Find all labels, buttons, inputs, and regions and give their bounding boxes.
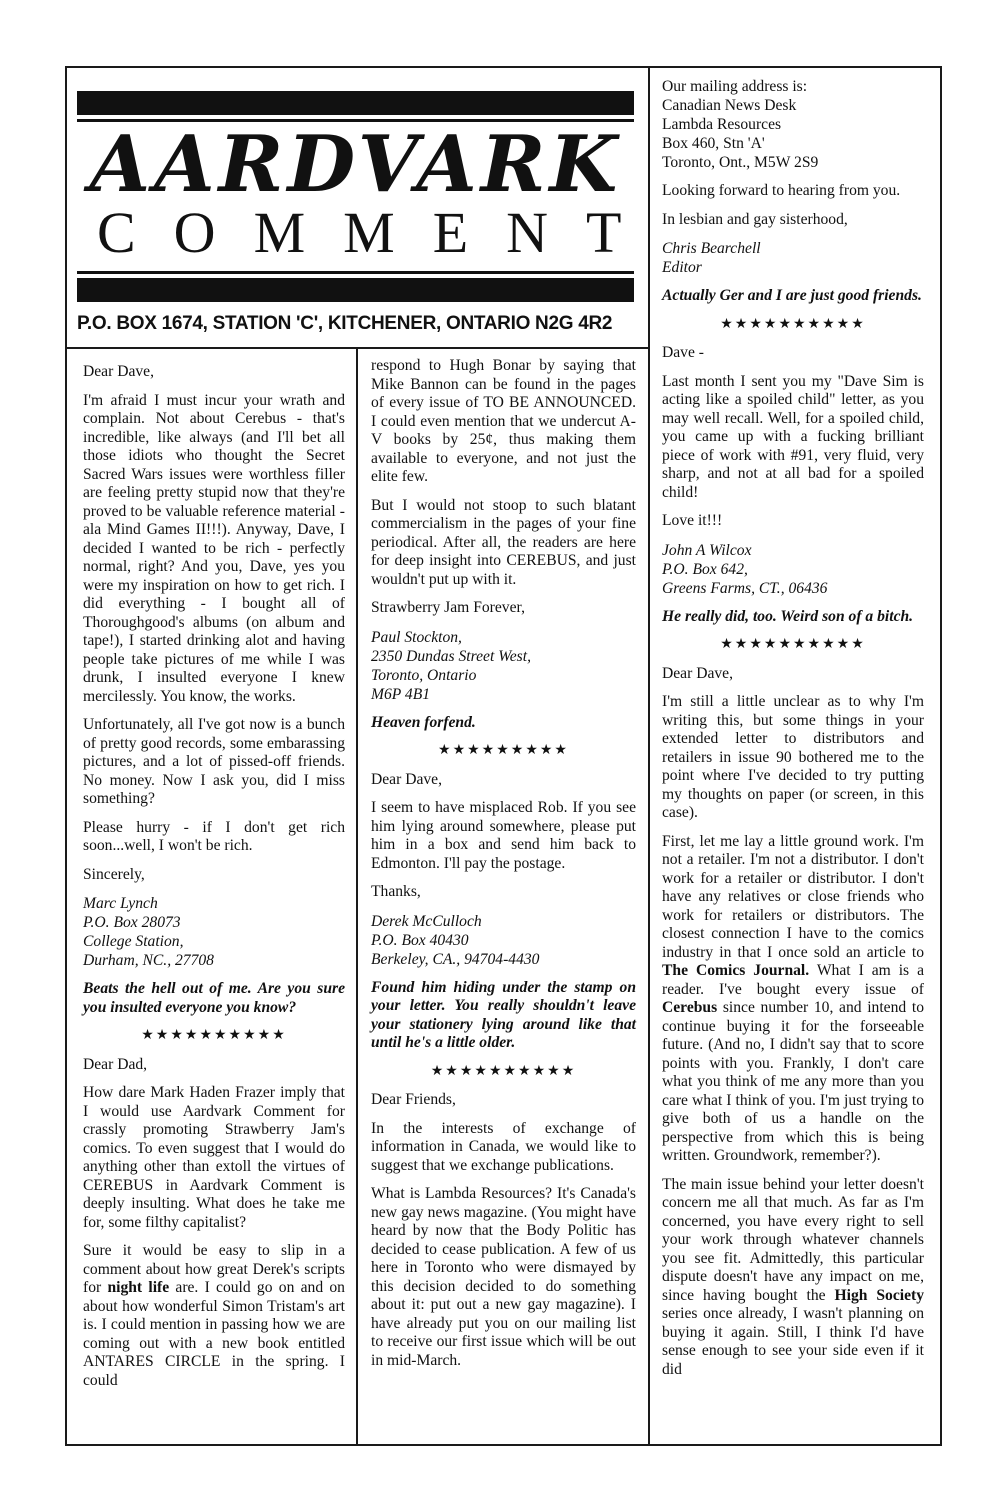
- mailing-address-line: Our mailing address is:: [662, 78, 808, 95]
- column-left: [83, 363, 345, 1400]
- letter-paragraph: Love it!!!: [662, 512, 723, 529]
- signature-name: Paul Stockton,: [371, 628, 462, 646]
- signature-address-line: 2350 Dundas Street West,: [371, 647, 531, 665]
- masthead-bottom-rule: [77, 271, 634, 274]
- letter-paragraph: Last month I sent you my "Dave Sim is acting like a spoiled child" letter, as you may well recall. Well, for a spoiled child, you came up with a fucking brilliant piece of work with #91, very fluid, very sharp, and not at all bad for a spoiled child!: [662, 372, 924, 501]
- signature-address-line: Greens Farms, CT., 06436: [662, 579, 828, 597]
- star-separator: ★★★★★★★★★★: [720, 637, 866, 652]
- letter-closing: Sincerely,: [83, 865, 145, 883]
- editor-reply: Found him hiding under the stamp on your letter. You really shouldn't leave your stationery lying around like that until he's a little older.: [371, 978, 636, 1051]
- signature-address-line: P.O. Box 28073: [83, 914, 181, 931]
- column-middle: [371, 357, 636, 1380]
- masthead-address: P.O. BOX 1674, STATION 'C', KITCHENER, ONTARIO N2G 4R2: [77, 313, 613, 334]
- letter-paragraph: respond to Hugh Bonar by saying that Mike Bannon can be found in the pages of every issue of TO BE ANNOUNCED. I could even mention that we undercut A-V books by 25¢, thus making them available to everyone, and not just the elite few.: [371, 357, 636, 485]
- editor-reply: Heaven forfend.: [371, 713, 476, 731]
- star-separator: ★★★★★★★★★: [438, 743, 569, 758]
- star-separator: ★★★★★★★★★★: [720, 316, 866, 332]
- letter-paragraph: In the interests of exchange of information in Canada, we would like to suggest that we exchange publications.: [371, 1119, 636, 1174]
- mailing-address-line: Canadian News Desk: [662, 97, 797, 114]
- bold-title: Cerebus: [662, 999, 718, 1016]
- masthead-bottom-bar: [77, 278, 634, 302]
- signature-title: Editor: [662, 259, 702, 276]
- editor-reply: Beats the hell out of me. Are you sure you insulted everyone you know?: [83, 980, 345, 1016]
- letter-paragraph: I'm afraid I must incur your wrath and complain. Not about Cerebus - that's incredible, like always (and I'll bet all those idiots who thought the Secret Sacred Wars issues were worthless filler are feeling pretty stupid now that they're proved to be valuable reference material - ala Mind Games II!!!). Anyway, Dave, I decided I wanted to be rich - perfectly normal, right? And you, Dave, yes you were my inspiration on how to get rich. I did everything - I bought all of Thoroughgood's albums (on album and tape!), I started drinking alot and having people take pictures of me while I was drunk, I insulted everyone I knew mercilessly. You know, the works.: [83, 391, 345, 705]
- signature-name: Chris Bearchell: [662, 240, 761, 257]
- letter-paragraph: [662, 1176, 924, 1380]
- text-run: since number 10, and intend to continue buying it for the forseeable future. (And no, I didn't say that to score points with you. Frankly, I don't care what you think of me any more than you care what I think of you. I'm just trying to give both of us a handle on the perspective from which this is being written. Groundwork, remember?).: [662, 999, 924, 1164]
- letter-closing: Thanks,: [371, 883, 421, 900]
- signature-address-line: P.O. Box 40430: [371, 931, 469, 949]
- letter-salutation: Dave -: [662, 344, 704, 361]
- signature-address-line: Berkeley, CA., 94704-4430: [371, 950, 540, 968]
- letter-paragraph: Unfortunately, all I've got now is a bunch of pretty good records, some embarassing pictures, and a lot of pissed-off friends. No money. Now I ask you, did I miss something?: [83, 716, 345, 807]
- signature-address-line: Durham, NC., 27708: [83, 952, 214, 969]
- text-run: Sure it would be easy to slip in a comment about how great Derek's scripts for: [83, 1242, 345, 1296]
- bold-title: night life: [107, 1279, 170, 1296]
- text-run: The main issue behind your letter doesn't concern me all that much. As far as I'm concerned, you have every right to sell your work through whatever channels you see fit. Admittedly, this particular dispute doesn't have any impact on me, since having bought the: [662, 1175, 924, 1304]
- signature-name: John A Wilcox: [662, 541, 752, 559]
- mailing-address: [662, 77, 924, 172]
- masthead-divider: [65, 347, 650, 349]
- letter-signature: [662, 239, 924, 277]
- text-run: What I am is a reader. I've bought every issue of: [662, 962, 924, 998]
- letter-salutation: Dear Dad,: [83, 1055, 148, 1073]
- letter-paragraph: Please hurry - if I don't get rich soon...well, I won't be rich.: [83, 818, 345, 854]
- signature-address-line: Toronto, Ontario: [371, 666, 477, 684]
- letter-paragraph: What is Lambda Resources? It's Canada's new gay news magazine. (You might have heard by now that the Body Politic has decided to cease publication. A few of us here in Toronto who were dismayed by this decision decided to do something about it: put out a new gay magazine). I have already put you on our mailing list to receive our first issue which will be out in mid-March.: [371, 1185, 636, 1369]
- text-run: are. I could go on and on about how wonderful Simon Tristam's art is. I could mention in passing how we are coming out with a new book entitled ANTARES CIRCLE in the spring. I could: [83, 1279, 345, 1389]
- letter-paragraph: [662, 833, 924, 1166]
- letter-salutation: Dear Dave,: [83, 363, 154, 380]
- letter-salutation: Dear Dave,: [662, 664, 733, 682]
- bold-title: The Comics Journal.: [662, 962, 810, 979]
- letter-signature: [662, 541, 924, 598]
- masthead-title: AARDVARK: [89, 119, 622, 210]
- text-run: First, let me lay a little ground work. I'm not a retailer. I'm not a distributor. I don't work for a retailer or distributor. I don't have any relatives or close friends who work for retailers or distributors. The closest connection I have to the comics industry in that I once sold an article to: [662, 832, 924, 961]
- column-divider-middle: [356, 348, 358, 1446]
- editor-reply: He really did, too. Weird son of a bitch.: [662, 607, 914, 625]
- signature-address-line: M6P 4B1: [371, 685, 431, 703]
- bold-title: High Society: [834, 1286, 924, 1304]
- signature-name: Derek McCulloch: [371, 912, 482, 930]
- mailing-address-line: Toronto, Ont., M5W 2S9: [662, 154, 819, 171]
- letter-signature: [371, 912, 636, 969]
- letter-closing: Strawberry Jam Forever,: [371, 599, 525, 616]
- letter-salutation: Dear Friends,: [371, 1091, 456, 1108]
- letter-closing: In lesbian and gay sisterhood,: [662, 210, 848, 228]
- editor-reply: Actually Ger and I are just good friends.: [662, 287, 922, 304]
- letter-paragraph: How dare Mark Haden Frazer imply that I would use Aardvark Comment for crassly promoting Strawberry Jam's comics. To even suggest that I would do anything other than extoll the virtues of CEREBUS in Aardvark Comment is deeply insulting. What does he take me for, some filthy capitalist?: [83, 1084, 345, 1231]
- mailing-address-line: Box 460, Stn 'A': [662, 135, 765, 152]
- signature-name: Marc Lynch: [83, 895, 158, 912]
- mailing-address-line: Lambda Resources: [662, 116, 782, 133]
- letter-salutation: Dear Dave,: [371, 770, 442, 788]
- column-divider-right: [648, 66, 650, 1446]
- letter-signature: [83, 894, 345, 970]
- column-right: [662, 77, 924, 1389]
- masthead-top-bar: [77, 91, 634, 115]
- letter-paragraph: I'm still a little unclear as to why I'm writing this, but some things in your extended letter to distributors and retailers in issue 90 bothered me to the point where I've decided to try putting my thoughts on paper (or screen, in this case).: [662, 693, 924, 821]
- letter-paragraph: [83, 1242, 345, 1390]
- letter-signature: [371, 628, 636, 704]
- letter-paragraph: I seem to have misplaced Rob. If you see him lying around somewhere, please put him in a box and send him back to Edmonton. I'll pay the postage.: [371, 799, 636, 872]
- star-separator: ★★★★★★★★★★: [141, 1028, 287, 1043]
- masthead-subtitle: COMMENT: [97, 200, 660, 265]
- signature-address-line: P.O. Box 642,: [662, 560, 748, 578]
- letter-paragraph: Looking forward to hearing from you.: [662, 182, 901, 199]
- letter-paragraph: But I would not stoop to such blatant commercialism in the pages of your fine periodical. After all, the readers are here for deep insight into CEREBUS, and just wouldn't put up with it.: [371, 496, 636, 588]
- text-run: series once already, I wasn't planning on buying it again. Still, I think I'd have sense enough to see your side even if it did: [662, 1305, 924, 1378]
- signature-address-line: College Station,: [83, 933, 184, 950]
- star-separator: ★★★★★★★★★★: [430, 1063, 577, 1079]
